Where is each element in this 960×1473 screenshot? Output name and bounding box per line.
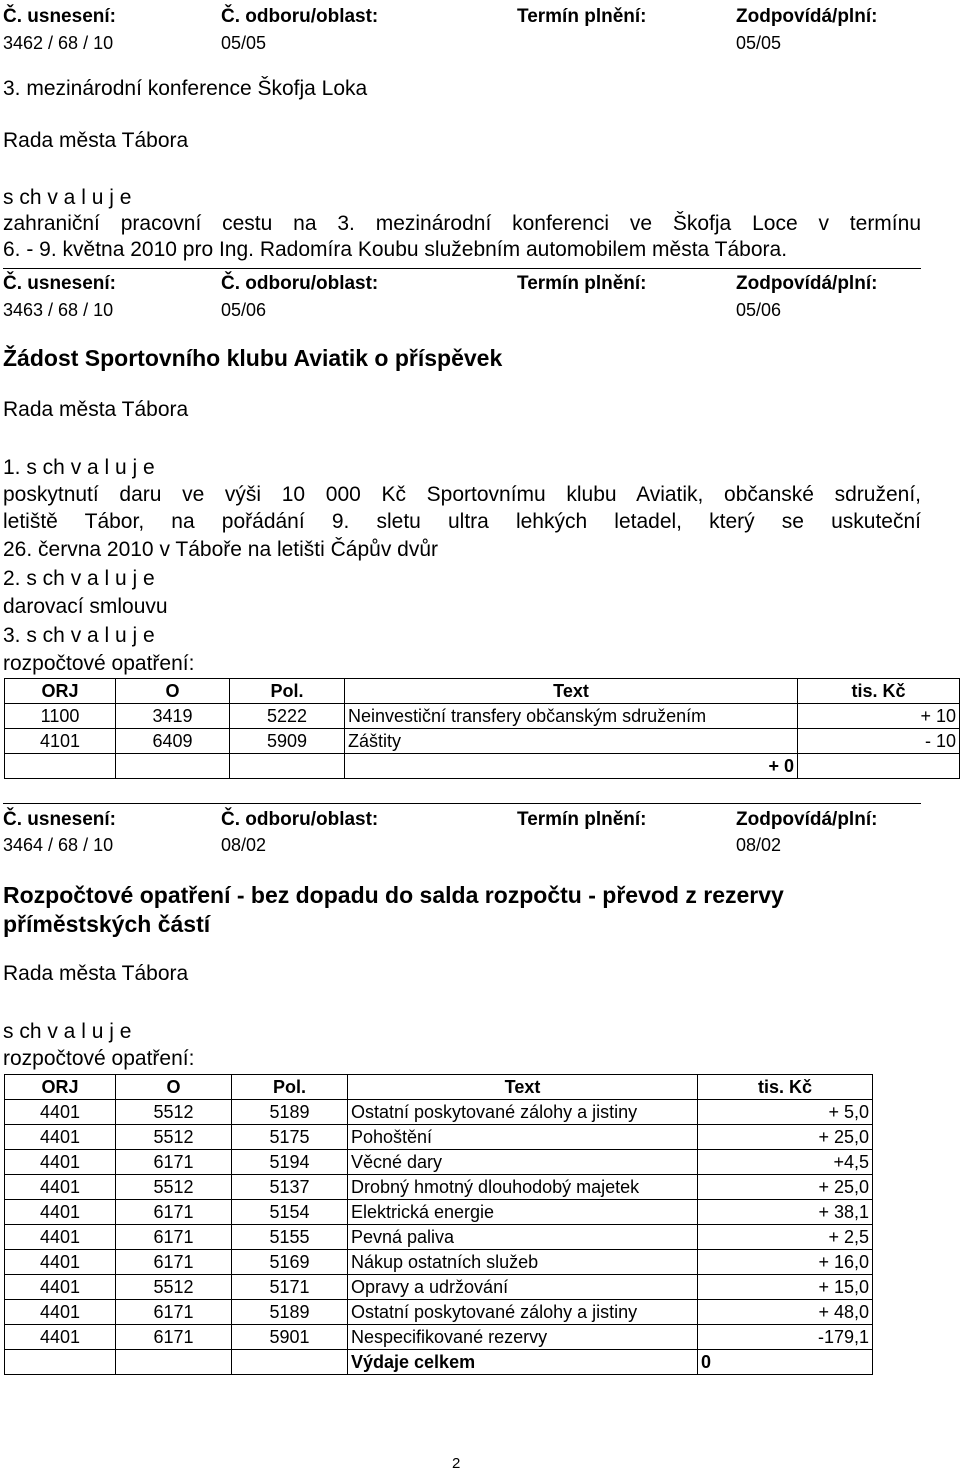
section-divider bbox=[3, 803, 921, 804]
table-row bbox=[5, 1125, 873, 1150]
table-row bbox=[5, 1175, 873, 1200]
resolution-title: Rozpočtové opatření - bez dopadu do salda rozpočtu - převod z rezervy bbox=[3, 882, 784, 908]
cell-o: 5512 bbox=[116, 1125, 232, 1150]
cell-orj: 4401 bbox=[5, 1125, 116, 1150]
label-cislo-usneseni: Č. usnesení: bbox=[3, 6, 116, 27]
approval-item-3: 3. s ch v a l u j e bbox=[3, 624, 155, 647]
cell-amount: + 38,1 bbox=[698, 1200, 873, 1225]
cell-o: 6171 bbox=[116, 1250, 232, 1275]
approval-verb: s ch v a l u j e bbox=[3, 1020, 132, 1043]
label-termin: Termín plnění: bbox=[517, 273, 647, 294]
cell-pol: 5189 bbox=[232, 1100, 348, 1125]
resolution-text-line: zahraniční pracovní cestu na 3. mezinárodní konferenci ve Škofja Loce v termínu bbox=[3, 212, 921, 235]
cell-pol: 5189 bbox=[232, 1300, 348, 1325]
cell-amount: + 48,0 bbox=[698, 1300, 873, 1325]
council-name: Rada města Tábora bbox=[3, 129, 189, 152]
cell-pol: 5155 bbox=[232, 1225, 348, 1250]
cell-orj: 4401 bbox=[5, 1150, 116, 1175]
cell-o: 5512 bbox=[116, 1275, 232, 1300]
cell-amount: + 10 bbox=[798, 704, 960, 729]
cell-empty bbox=[230, 754, 345, 779]
resolution-text-line: 26. června 2010 v Táboře na letišti Čápův dvůr bbox=[3, 538, 439, 561]
table-row bbox=[5, 1275, 873, 1300]
table-row bbox=[5, 704, 960, 729]
cell-amount: + 15,0 bbox=[698, 1275, 873, 1300]
cell-text: Ostatní poskytované zálohy a jistiny bbox=[348, 1300, 698, 1325]
approval-verb: s ch v a l u j e bbox=[3, 186, 132, 209]
label-zodpovida: Zodpovídá/plní: bbox=[736, 6, 878, 27]
label-odbor: Č. odboru/oblast: bbox=[221, 6, 379, 27]
cell-orj: 4401 bbox=[5, 1175, 116, 1200]
cell-orj: 4401 bbox=[5, 1225, 116, 1250]
resolution-zodpovida: 05/05 bbox=[736, 33, 782, 53]
label-zodpovida: Zodpovídá/plní: bbox=[736, 273, 878, 294]
cell-amount: + 2,5 bbox=[698, 1225, 873, 1250]
cell-pol: 5175 bbox=[232, 1125, 348, 1150]
cell-o: 6171 bbox=[116, 1200, 232, 1225]
cell-o: 6171 bbox=[116, 1325, 232, 1350]
cell-text: Nespecifikované rezervy bbox=[348, 1325, 698, 1350]
resolution-number: 3464 / 68 / 10 bbox=[3, 835, 114, 855]
cell-orj: 4401 bbox=[5, 1325, 116, 1350]
resolution-odbor: 05/05 bbox=[221, 33, 267, 53]
resolution-zodpovida: 05/06 bbox=[736, 300, 782, 320]
cell-o: 5512 bbox=[116, 1175, 232, 1200]
header-text: Text bbox=[345, 679, 798, 704]
header-amount: tis. Kč bbox=[798, 679, 960, 704]
header-orj: ORJ bbox=[5, 679, 116, 704]
cell-orj: 4401 bbox=[5, 1300, 116, 1325]
cell-amount: - 10 bbox=[798, 729, 960, 754]
resolution-odbor: 08/02 bbox=[221, 835, 267, 855]
cell-pol: 5222 bbox=[230, 704, 345, 729]
budget-table bbox=[4, 1074, 873, 1375]
cell-pol: 5137 bbox=[232, 1175, 348, 1200]
cell-pol: 5909 bbox=[230, 729, 345, 754]
cell-amount: + 5,0 bbox=[698, 1100, 873, 1125]
cell-orj: 4401 bbox=[5, 1100, 116, 1125]
cell-text: Pohoštění bbox=[348, 1125, 698, 1150]
table-row bbox=[5, 729, 960, 754]
cell-text: Drobný hmotný dlouhodobý majetek bbox=[348, 1175, 698, 1200]
cell-amount: -179,1 bbox=[698, 1325, 873, 1350]
approval-item-3-text: rozpočtové opatření: bbox=[3, 652, 195, 675]
table-row bbox=[5, 1100, 873, 1125]
cell-total-label: Výdaje celkem bbox=[348, 1350, 698, 1375]
resolution-number: 3462 / 68 / 10 bbox=[3, 33, 114, 53]
council-name: Rada města Tábora bbox=[3, 962, 189, 985]
cell-empty bbox=[5, 754, 116, 779]
resolution-odbor: 05/06 bbox=[221, 300, 267, 320]
cell-text: Záštity bbox=[345, 729, 798, 754]
cell-o: 3419 bbox=[116, 704, 230, 729]
resolution-title: 3. mezinárodní konference Škofja Loka bbox=[3, 77, 368, 100]
cell-o: 5512 bbox=[116, 1100, 232, 1125]
cell-empty bbox=[798, 754, 960, 779]
cell-pol: 5171 bbox=[232, 1275, 348, 1300]
approval-item-2-text: darovací smlouvu bbox=[3, 595, 168, 618]
header-o: O bbox=[116, 1075, 232, 1100]
table-row bbox=[5, 1325, 873, 1350]
cell-total-value: 0 bbox=[698, 1350, 873, 1375]
table-row bbox=[5, 1150, 873, 1175]
label-zodpovida: Zodpovídá/plní: bbox=[736, 809, 878, 830]
cell-orj: 4101 bbox=[5, 729, 116, 754]
cell-amount: + 25,0 bbox=[698, 1175, 873, 1200]
cell-pol: 5901 bbox=[232, 1325, 348, 1350]
cell-orj: 4401 bbox=[5, 1250, 116, 1275]
cell-total: + 0 bbox=[345, 754, 798, 779]
resolution-text-line: letiště Tábor, na pořádání 9. sletu ultra lehkých letadel, který se uskuteční bbox=[3, 510, 921, 533]
cell-pol: 5154 bbox=[232, 1200, 348, 1225]
label-termin: Termín plnění: bbox=[517, 809, 647, 830]
table-header-row bbox=[5, 679, 960, 704]
label-cislo-usneseni: Č. usnesení: bbox=[3, 273, 116, 294]
header-orj: ORJ bbox=[5, 1075, 116, 1100]
cell-empty bbox=[232, 1350, 348, 1375]
table-row bbox=[5, 1250, 873, 1275]
label-odbor: Č. odboru/oblast: bbox=[221, 809, 379, 830]
cell-empty bbox=[5, 1350, 116, 1375]
table-total-row bbox=[5, 754, 960, 779]
cell-orj: 4401 bbox=[5, 1275, 116, 1300]
cell-o: 6171 bbox=[116, 1300, 232, 1325]
cell-amount: + 25,0 bbox=[698, 1125, 873, 1150]
cell-text: Elektrická energie bbox=[348, 1200, 698, 1225]
cell-text: Pevná paliva bbox=[348, 1225, 698, 1250]
approval-item-1: 1. s ch v a l u j e bbox=[3, 456, 155, 479]
resolution-title: Žádost Sportovního klubu Aviatik o příspěvek bbox=[3, 345, 503, 371]
cell-empty bbox=[116, 1350, 232, 1375]
cell-o: 6171 bbox=[116, 1225, 232, 1250]
table-row bbox=[5, 1200, 873, 1225]
council-name: Rada města Tábora bbox=[3, 398, 189, 421]
cell-empty bbox=[116, 754, 230, 779]
label-odbor: Č. odboru/oblast: bbox=[221, 273, 379, 294]
page-number: 2 bbox=[452, 1455, 461, 1472]
cell-text: Opravy a udržování bbox=[348, 1275, 698, 1300]
resolution-zodpovida: 08/02 bbox=[736, 835, 782, 855]
resolution-text-line: 6. - 9. května 2010 pro Ing. Radomíra Koubu služebním automobilem města Tábora. bbox=[3, 238, 788, 261]
cell-text: Věcné dary bbox=[348, 1150, 698, 1175]
approval-verb-text: rozpočtové opatření: bbox=[3, 1047, 195, 1070]
cell-amount: +4,5 bbox=[698, 1150, 873, 1175]
cell-text: Nákup ostatních služeb bbox=[348, 1250, 698, 1275]
resolution-text-line: poskytnutí daru ve výši 10 000 Kč Sportovnímu klubu Aviatik, občanské sdružení, bbox=[3, 483, 921, 506]
cell-amount: + 16,0 bbox=[698, 1250, 873, 1275]
cell-text: Ostatní poskytované zálohy a jistiny bbox=[348, 1100, 698, 1125]
cell-o: 6409 bbox=[116, 729, 230, 754]
resolution-title-line-2: příměstských částí bbox=[3, 911, 211, 937]
header-text: Text bbox=[348, 1075, 698, 1100]
approval-item-2: 2. s ch v a l u j e bbox=[3, 567, 155, 590]
header-pol: Pol. bbox=[232, 1075, 348, 1100]
header-amount: tis. Kč bbox=[698, 1075, 873, 1100]
table-row bbox=[5, 1300, 873, 1325]
label-termin: Termín plnění: bbox=[517, 6, 647, 27]
cell-text: Neinvestiční transfery občanským sdružením bbox=[345, 704, 798, 729]
header-pol: Pol. bbox=[230, 679, 345, 704]
budget-table bbox=[4, 678, 960, 779]
header-o: O bbox=[116, 679, 230, 704]
cell-orj: 4401 bbox=[5, 1200, 116, 1225]
table-total-row bbox=[5, 1350, 873, 1375]
cell-o: 6171 bbox=[116, 1150, 232, 1175]
table-row bbox=[5, 1225, 873, 1250]
section-divider bbox=[3, 268, 921, 269]
cell-pol: 5169 bbox=[232, 1250, 348, 1275]
resolution-number: 3463 / 68 / 10 bbox=[3, 300, 114, 320]
cell-orj: 1100 bbox=[5, 704, 116, 729]
cell-pol: 5194 bbox=[232, 1150, 348, 1175]
table-header-row bbox=[5, 1075, 873, 1100]
label-cislo-usneseni: Č. usnesení: bbox=[3, 809, 116, 830]
